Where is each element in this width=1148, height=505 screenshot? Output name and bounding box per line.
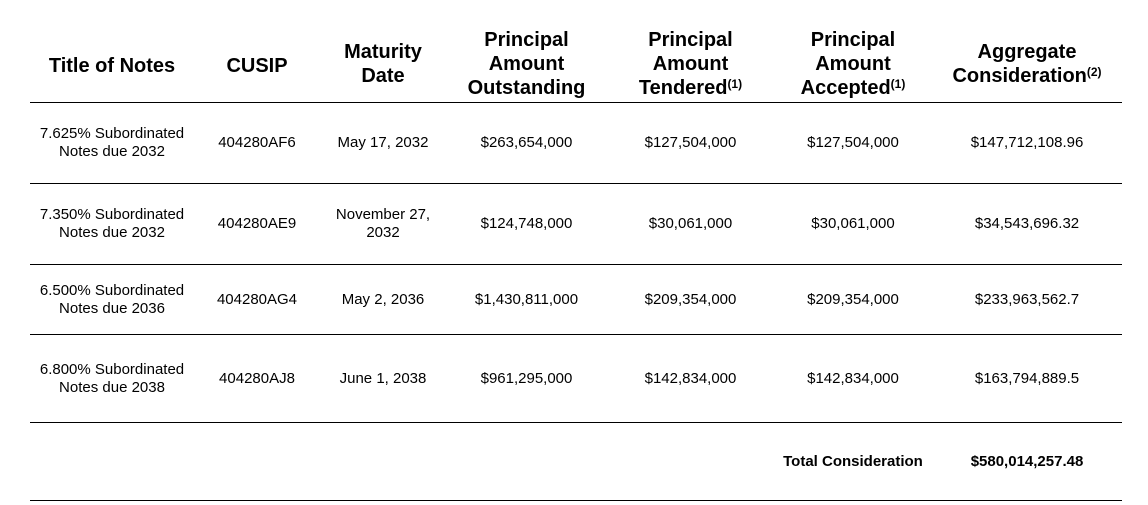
table-row [30, 335, 1122, 423]
title-cell: 6.500% Subordinated Notes due 2036 [39, 281, 185, 317]
header-principal-tendered: Principal Amount Tendered$^{(1)}$ [638, 29, 743, 99]
header-maturity-date: Maturity Date [344, 41, 422, 87]
total-consideration-label: Total Consideration [783, 453, 923, 470]
consideration-cell: $233,963,562.7 [974, 290, 1080, 308]
total-consideration-value: $580,014,257.48 [970, 453, 1084, 470]
outstanding-cell: $263,654,000 [480, 134, 573, 151]
maturity-cell: May 2, 2036 [341, 290, 425, 308]
header-cusip: CUSIP [226, 55, 288, 77]
consideration-cell: $163,794,889.5 [974, 369, 1080, 387]
footnote-ref: (2) [1086, 65, 1102, 80]
tendered-cell: $142,834,000 [644, 369, 737, 387]
table-header [30, 0, 1122, 103]
accepted-cell: $209,354,000 [807, 290, 899, 308]
cusip-cell: 404280AG4 [216, 290, 298, 308]
cusip-cell: 404280AF6 [218, 134, 296, 151]
tendered-cell: $209,354,000 [644, 290, 737, 308]
header-title-of-notes: Title of Notes [48, 55, 176, 77]
title-cell: 7.350% Subordinated Notes due 2032 [39, 206, 185, 241]
header-aggregate-consideration: Aggregate Consideration$^{(2)}$ [952, 41, 1102, 87]
footnote-ref: (1) [890, 77, 906, 92]
outstanding-cell: $124,748,000 [480, 215, 573, 232]
table-row [30, 184, 1122, 265]
table-row [30, 103, 1122, 184]
total-row [30, 423, 1122, 501]
header-principal-accepted: Principal Amount Accepted$^{(1)}$ [800, 29, 906, 99]
accepted-cell: $127,504,000 [807, 134, 899, 151]
accepted-cell: $142,834,000 [807, 369, 899, 387]
table-row [30, 265, 1122, 335]
maturity-cell: May 17, 2032 [337, 134, 429, 151]
consideration-cell: $34,543,696.32 [974, 215, 1080, 232]
notes-table [30, 0, 1122, 501]
cusip-cell: 404280AJ8 [219, 369, 295, 387]
title-cell: 6.800% Subordinated Notes due 2038 [39, 360, 185, 396]
footnote-ref: (1) [727, 77, 743, 92]
accepted-cell: $30,061,000 [811, 215, 895, 232]
header-principal-outstanding: Principal Amount Outstanding [467, 29, 586, 99]
title-cell: 7.625% Subordinated Notes due 2032 [39, 125, 185, 160]
maturity-cell: November 27, 2032 [335, 206, 431, 241]
tendered-cell: $127,504,000 [644, 134, 737, 151]
maturity-cell: June 1, 2038 [339, 369, 427, 387]
tendered-cell: $30,061,000 [648, 215, 733, 232]
outstanding-cell: $961,295,000 [480, 369, 573, 387]
outstanding-cell: $1,430,811,000 [474, 290, 579, 308]
cusip-cell: 404280AE9 [217, 215, 297, 232]
consideration-cell: $147,712,108.96 [970, 134, 1084, 151]
